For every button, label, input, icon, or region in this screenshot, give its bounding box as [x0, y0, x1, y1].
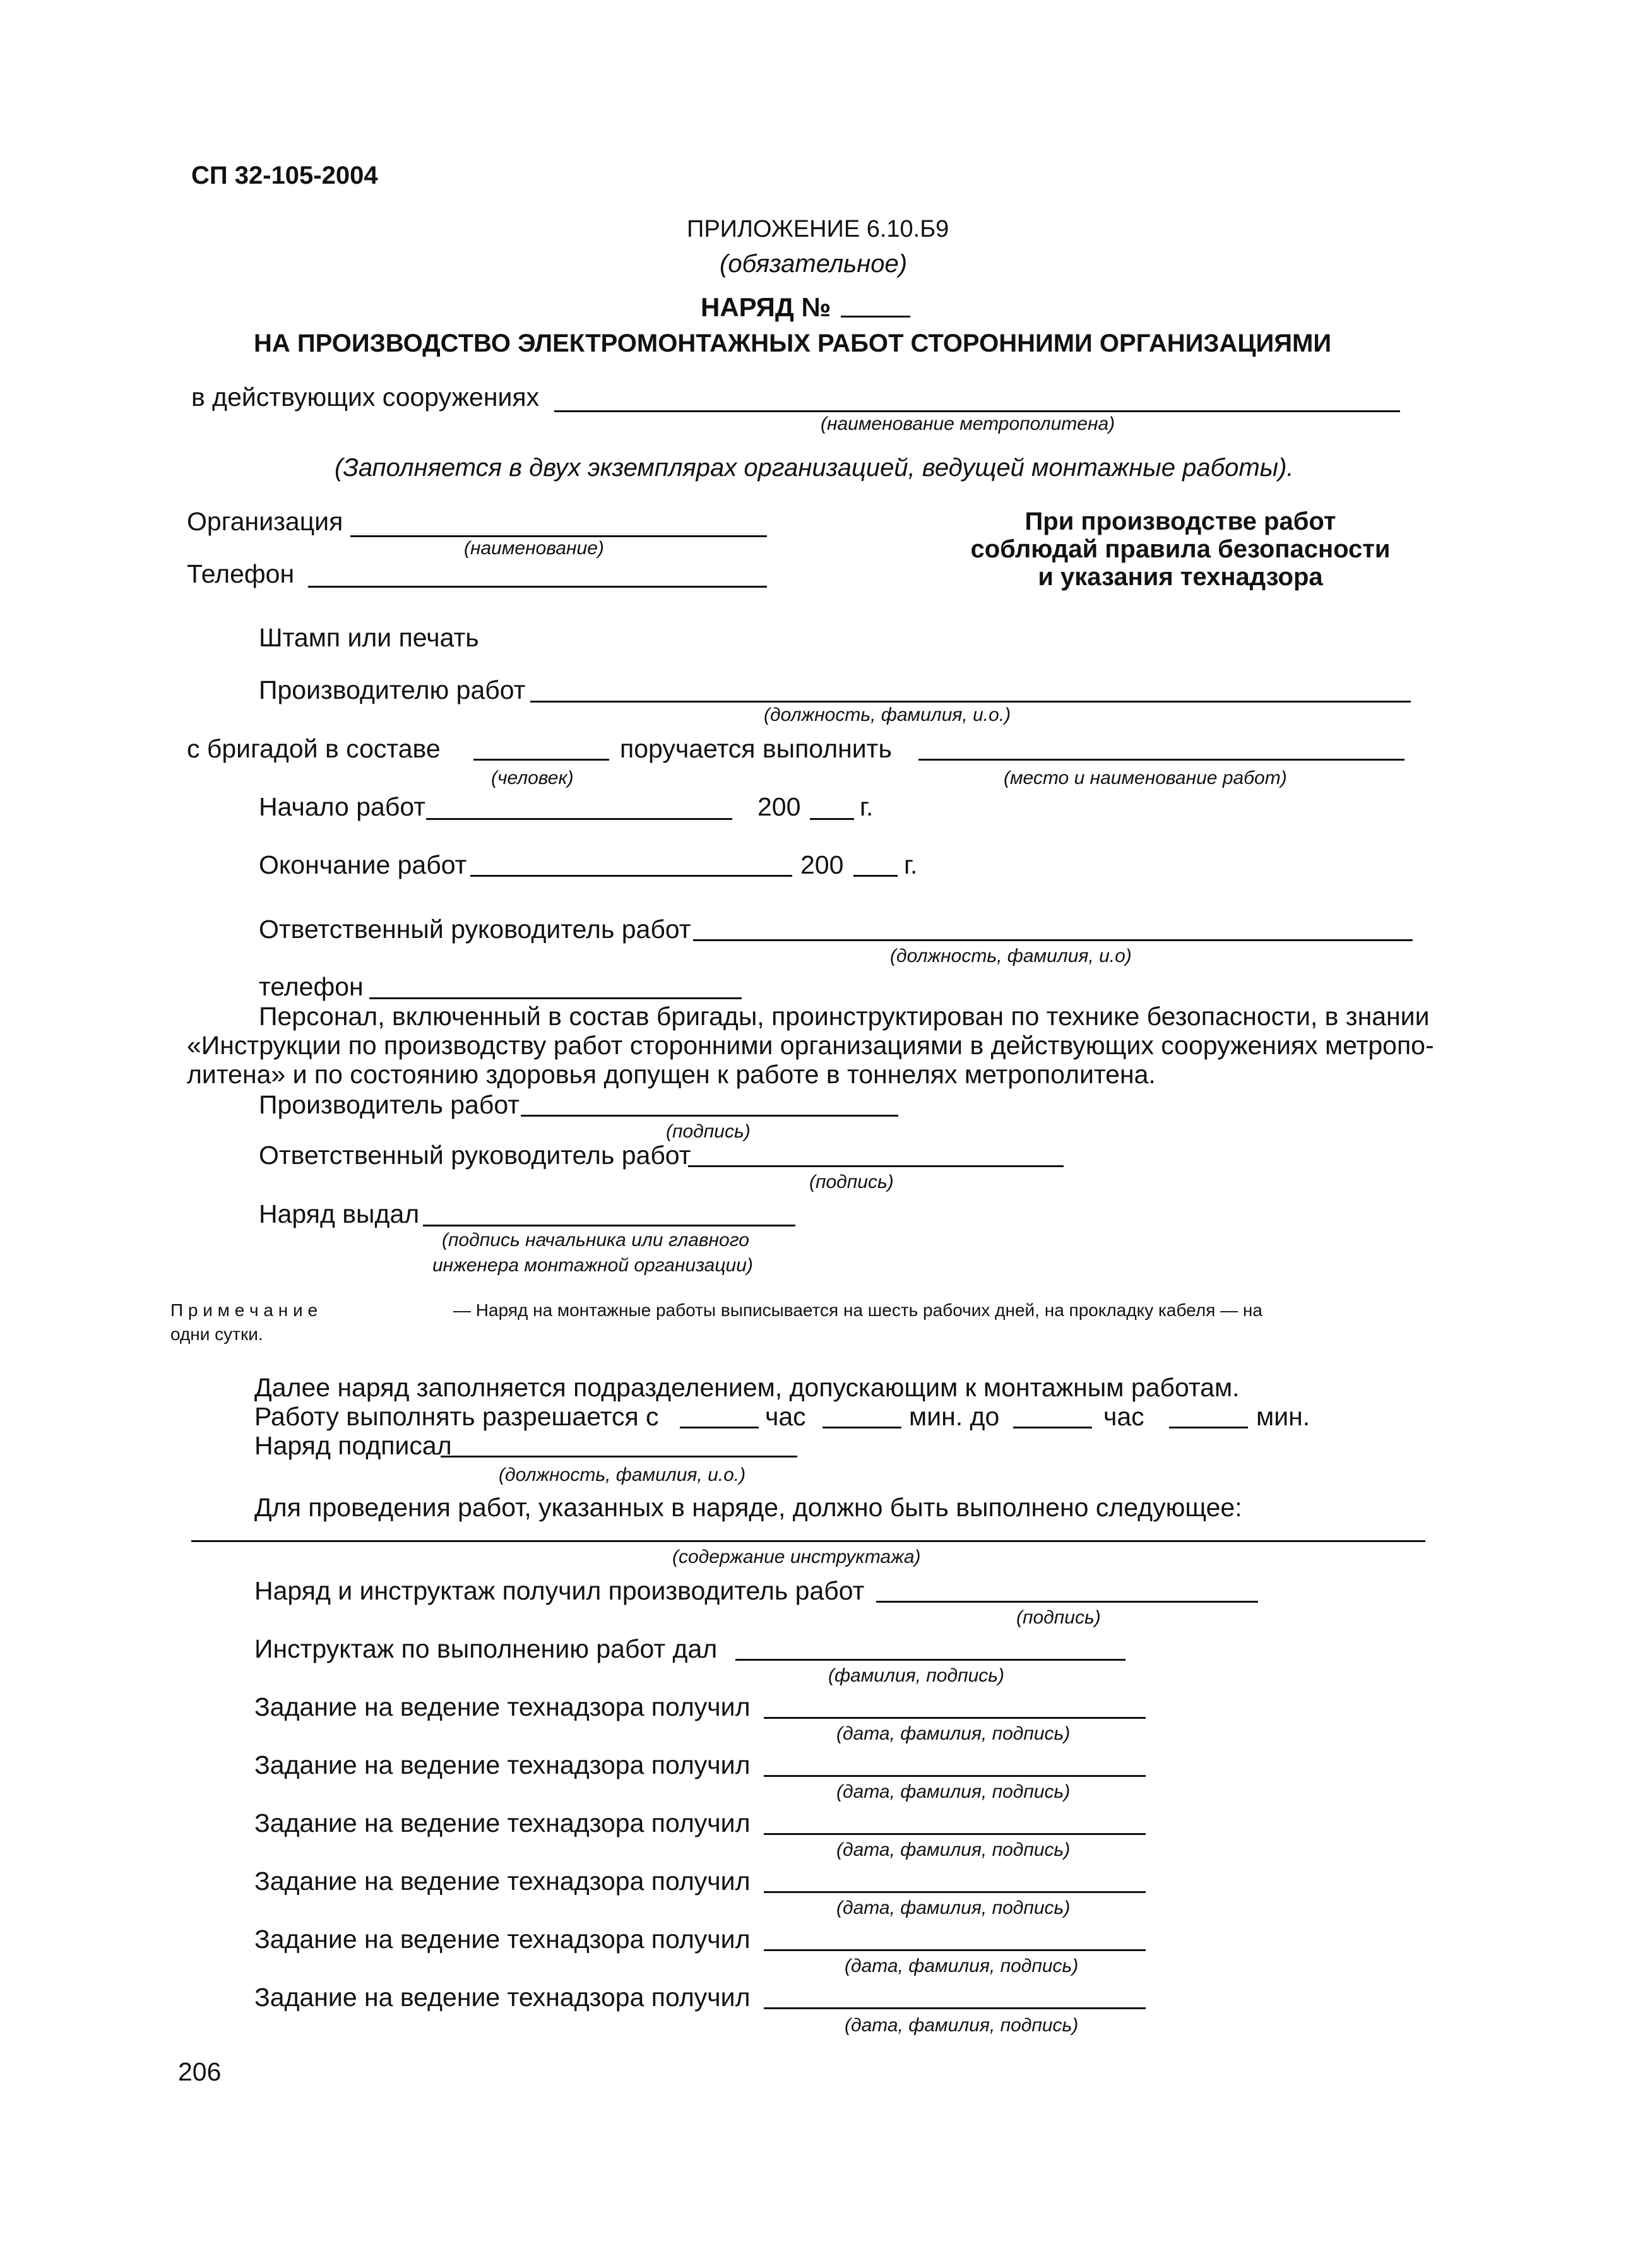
supervision-caption-6: (дата, фамилия, подпись)	[845, 2015, 1079, 2036]
phone-line	[308, 586, 767, 588]
supervision-line-1	[764, 1717, 1146, 1719]
safety-line-3: и указания технадзора	[1038, 563, 1323, 591]
supervision-caption-4: (дата, фамилия, подпись)	[836, 1897, 1071, 1918]
responsible-caption: (должность, фамилия, и.о)	[890, 946, 1132, 966]
document-code: СП 32-105-2004	[191, 162, 378, 189]
safety-line-1: При производстве работ	[1024, 508, 1336, 535]
crew-label: с бригадой в составе	[187, 734, 441, 763]
order-title: НА ПРОИЗВОДСТВО ЭЛЕКТРОМОНТАЖНЫХ РАБОТ СТОРОННИМИ ОРГАНИЗАЦИЯМИ	[254, 330, 1332, 357]
min-to-label: мин. до	[909, 1402, 1000, 1431]
foreman-sign-line	[521, 1115, 898, 1117]
allowed-from-hour-line	[680, 1427, 759, 1428]
organization-caption: (наименование)	[464, 538, 604, 559]
received-label: Наряд и инструктаж получил производитель работ	[254, 1576, 865, 1605]
briefing-caption: (содержание инструктажа)	[672, 1547, 921, 1567]
responsible-phone-label: телефон	[259, 972, 364, 1001]
issued-label: Наряд выдал	[259, 1199, 420, 1228]
responsible-line	[693, 939, 1413, 941]
briefing-given-label: Инструктаж по выполнению работ дал	[254, 1634, 718, 1663]
page-number: 206	[178, 2057, 222, 2086]
issued-caption-1: (подпись начальника или главного	[442, 1230, 749, 1250]
personnel-line-2: «Инструкции по производству работ сторонними организациями в действующих сооружениях метропо-	[187, 1031, 1434, 1060]
mandatory-label: (обязательное)	[720, 250, 908, 278]
supervision-caption-2: (дата, фамилия, подпись)	[836, 1781, 1071, 1802]
received-line	[876, 1601, 1258, 1603]
hour-label-1: час	[765, 1402, 806, 1431]
order-number-line	[841, 316, 910, 318]
signed-label: Наряд подписал	[254, 1431, 452, 1460]
supervision-line-2	[764, 1775, 1146, 1777]
assigned-label: поручается выполнить	[620, 734, 892, 763]
supervision-label-3: Задание на ведение технадзора получил	[254, 1808, 751, 1838]
metro-caption: (наименование метрополитена)	[821, 413, 1115, 434]
briefing-line	[191, 1540, 1425, 1542]
note-text-2: одни сутки.	[170, 1324, 263, 1344]
supervision-caption-3: (дата, фамилия, подпись)	[836, 1839, 1071, 1860]
responsible-phone-line	[369, 997, 742, 999]
start-year: 200	[757, 792, 801, 821]
phone-label: Телефон	[187, 559, 295, 588]
allowed-label: Работу выполнять разрешается с	[254, 1402, 659, 1431]
supervision-label-4: Задание на ведение технадзора получил	[254, 1867, 751, 1896]
people-caption: (человек)	[491, 768, 574, 788]
supervision-caption-5: (дата, фамилия, подпись)	[845, 1956, 1079, 1976]
briefing-given-line	[735, 1659, 1125, 1661]
place-caption: (место и наименование работ)	[1004, 768, 1287, 788]
end-year-suffix: г.	[904, 850, 918, 879]
crew-line	[473, 759, 609, 761]
allowed-to-hour-line	[1013, 1427, 1092, 1428]
organization-label: Организация	[187, 507, 343, 536]
signed-line	[441, 1456, 797, 1458]
min-label: мин.	[1256, 1402, 1310, 1431]
allowed-to-min-line	[1169, 1427, 1248, 1428]
briefing-given-caption: (фамилия, подпись)	[828, 1665, 1005, 1686]
issued-caption-2: инженера монтажной организации)	[432, 1255, 753, 1276]
foreman-sign-caption: (подпись)	[666, 1121, 751, 1142]
start-year-line	[810, 818, 854, 820]
allowed-from-min-line	[822, 1427, 901, 1428]
order-title-prefix: НАРЯД №	[701, 292, 831, 322]
issued-line	[423, 1225, 795, 1226]
supervision-label-6: Задание на ведение технадзора получил	[254, 1983, 751, 2012]
responsible-label: Ответственный руководитель работ	[259, 915, 691, 944]
must-do-text: Для проведения работ, указанных в наряде, должно быть выполнено следующее:	[254, 1493, 1242, 1522]
end-year: 200	[800, 850, 844, 879]
personnel-line-1: Персонал, включенный в состав бригады, проинструктирован по технике безопасности, в знании	[259, 1002, 1430, 1031]
appendix-label: ПРИЛОЖЕНИЕ 6.10.Б9	[687, 216, 949, 242]
supervision-label-2: Задание на ведение технадзора получил	[254, 1750, 751, 1779]
start-line	[426, 818, 732, 820]
safety-line-2: соблюдай правила безопасности	[970, 535, 1391, 563]
supervision-line-4	[764, 1891, 1146, 1893]
supervision-label-1: Задание на ведение технадзора получил	[254, 1692, 751, 1721]
structures-label: в действующих сооружениях	[191, 383, 540, 412]
hour-label-2: час	[1103, 1402, 1144, 1431]
personnel-line-3: литена» и по состоянию здоровья допущен к работе в тоннелях метрополитена.	[187, 1060, 1156, 1089]
supervision-line-3	[764, 1833, 1146, 1835]
start-label: Начало работ	[259, 792, 426, 821]
note-text: — Наряд на монтажные работы выписывается на шесть рабочих дней, на прокладку кабеля — на	[453, 1300, 1262, 1320]
foreman-sign-label: Производитель работ	[259, 1090, 520, 1119]
organization-line	[350, 535, 767, 537]
metro-name-line	[554, 410, 1400, 412]
end-line	[470, 875, 792, 877]
work-place-line	[918, 759, 1404, 761]
fill-note: (Заполняется в двух экземплярах организацией, ведущей монтажные работы).	[335, 454, 1294, 482]
foreman-label: Производителю работ	[259, 675, 526, 704]
responsible-sign-caption: (подпись)	[809, 1172, 894, 1192]
end-year-line	[853, 875, 898, 877]
supervision-caption-1: (дата, фамилия, подпись)	[836, 1723, 1071, 1744]
responsible-sign-label: Ответственный руководитель работ	[259, 1141, 691, 1170]
foreman-caption: (должность, фамилия, и.о.)	[764, 704, 1011, 725]
start-year-suffix: г.	[860, 792, 874, 821]
note-label: П р и м е ч а н и е	[170, 1300, 318, 1320]
received-caption: (подпись)	[1016, 1607, 1101, 1628]
supervision-line-5	[764, 1949, 1146, 1951]
supervision-line-6	[764, 2007, 1146, 2009]
further-text: Далее наряд заполняется подразделением, допускающим к монтажным работам.	[254, 1373, 1240, 1402]
supervision-label-5: Задание на ведение технадзора получил	[254, 1925, 751, 1954]
signed-caption: (должность, фамилия, и.о.)	[499, 1464, 746, 1485]
stamp-label: Штамп или печать	[259, 623, 479, 652]
foreman-line	[530, 701, 1411, 703]
end-label: Окончание работ	[259, 850, 467, 879]
responsible-sign-line	[688, 1165, 1064, 1167]
